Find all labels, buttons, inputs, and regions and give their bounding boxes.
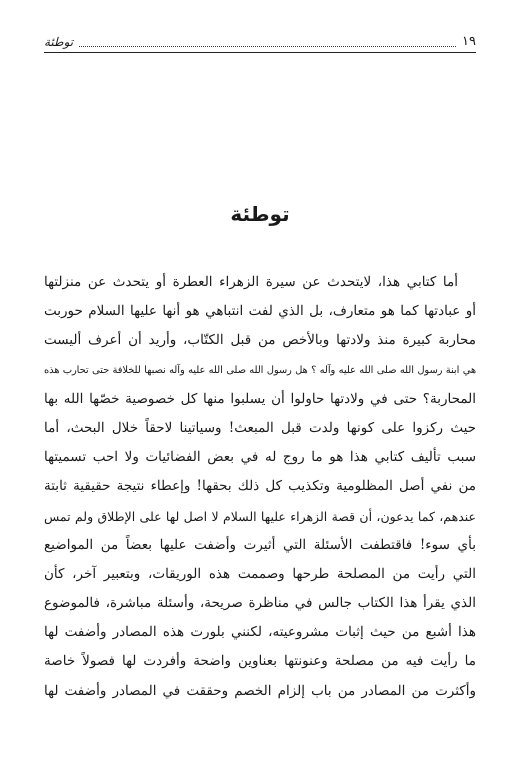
running-header-title: توطئة [44, 35, 74, 49]
text-line: أما كتابي هذا، لايتحدث عن سيرة الزهراء العطرة أو يتحدث عن منزلتها [44, 274, 458, 290]
text-line: المحاربة؟ حتى في ولادتها حاولوا أن يسلبوا منها كل خصوصية خصّها الله بها [44, 390, 476, 407]
text-line: ما رأيت فيه من مصلحة وعنونتها بعناوين واضحة وأفردت لها فصولاً خاصة [44, 653, 476, 670]
body-paragraph [44, 268, 476, 706]
text-line: وأكثرت من المصادر من باب إلزام الخصم وحققت في المصادر وأضفت لها [44, 682, 476, 699]
text-line: هي ابنة رسول الله صلى الله عليه وآله ؟ هل رسول الله صلى الله عليه وآله نصبها للخلافة حتى تحارب هذه [44, 364, 476, 376]
text-line: هذا أشبع من حيث إثبات مشروعيته، لكنني بلورت هذه المصادر وأضفت لها [44, 624, 476, 641]
dotted-leader [79, 36, 456, 47]
text-line: بأي سوء! فاقتطفت الأسئلة التي أثيرت وأضفت عليها بعضاً من المواضيع [44, 536, 476, 553]
running-header [44, 28, 476, 50]
text-line: عندهم، كما يدعون، أن قصة الزهراء عليها السلام لا اصل لها على الإطلاق ولم تمس [44, 508, 476, 524]
text-line: حيث ركزوا على كونها ولدت قبل المبعث! وسياتينا لاحقاً خلال البحث، أما [44, 419, 476, 436]
header-rule [44, 52, 476, 53]
text-line: من نفي أصل المظلومية وتكذيب كل ذلك بحقها! وإعطاء نتيجة حقيقية ثابتة [44, 478, 476, 495]
text-line: الذي يقرأ هذا الكتاب جالس في مناظرة صريحة، وأسئلة مباشرة، فالموضوع [44, 595, 476, 612]
text-line: أو عبادتها كما هو متعارف، بل الذي لفت انتباهي هو أنها عليها السلام حوربت [44, 303, 476, 320]
text-line: التي رأيت من المصلحة طرحها وصممت هذه الوريقات، وبتعبير آخر، كأن [44, 565, 476, 582]
chapter-title: توطئة [230, 202, 290, 226]
text-line: سبب تأليف كتابي هذا هو ما روج له في بعض الفضائيات ولا احب تسميتها [44, 449, 476, 466]
text-line: محاربة كبيرة منذ ولادتها وبالأخص من قبل الكتّاب، وأريد أن أعرف أليست [44, 332, 476, 349]
page-number: ١٩ [462, 34, 476, 49]
